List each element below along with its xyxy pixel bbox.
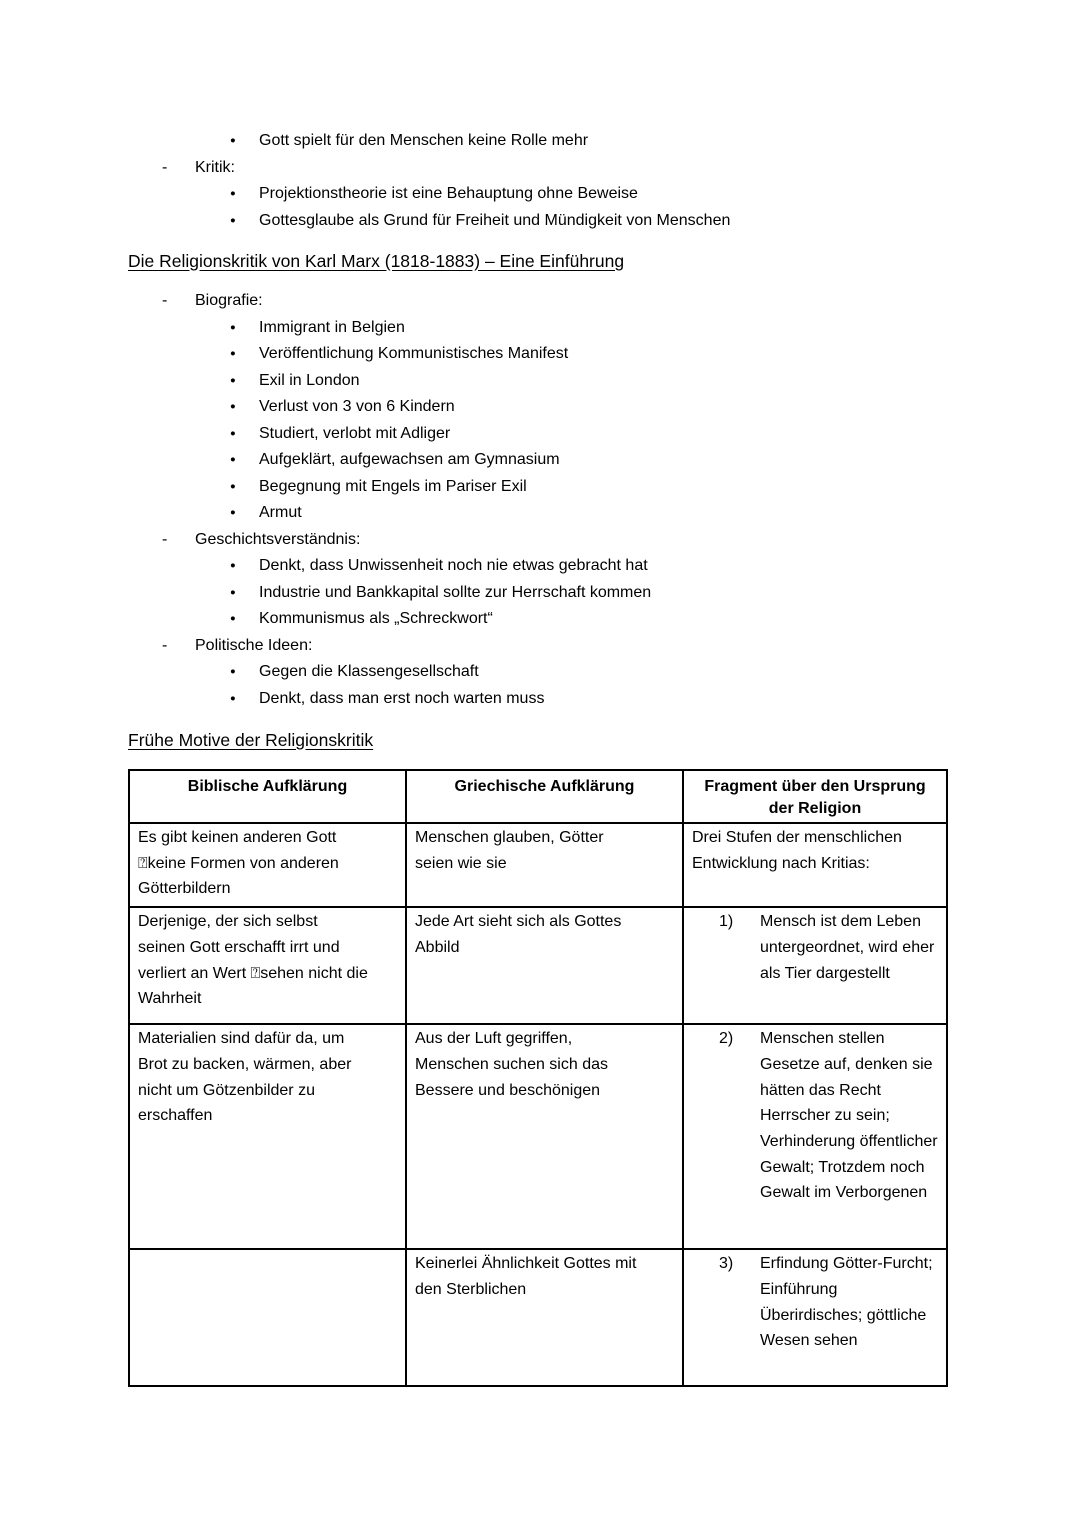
list-item-text: Denkt, dass Unwissenheit noch nie etwas gebracht hat bbox=[259, 557, 648, 574]
section-heading-motive: Frühe Motive der Religionskritik bbox=[128, 729, 374, 750]
intro-list bbox=[128, 128, 950, 234]
list-item bbox=[128, 181, 950, 208]
list-item bbox=[128, 633, 950, 660]
motives-table bbox=[128, 769, 948, 1387]
list-item bbox=[128, 208, 950, 235]
bullet-icon: ● bbox=[230, 613, 236, 624]
list-item bbox=[128, 128, 950, 155]
list-item-text: Politische Ideen: bbox=[195, 636, 313, 654]
bullet-icon: ● bbox=[230, 480, 236, 492]
table-cell: Es gibt keinen anderen Gott ⍰keine Formen von anderen Götterbildern bbox=[129, 823, 406, 907]
list-item-text: Kommunismus als „Schreckwort“ bbox=[259, 610, 493, 627]
list-item bbox=[128, 580, 950, 607]
numbered-item-text: Mensch ist dem Leben untergeordnet, wird eher als Tier dargestellt bbox=[760, 913, 935, 982]
list-item-text: Studiert, verlobt mit Adliger bbox=[259, 424, 451, 442]
list-item bbox=[128, 606, 950, 633]
list-item-text: Gottesglaube als Grund für Freiheit und Mündigkeit von Menschen bbox=[259, 211, 731, 229]
table-cell: Drei Stufen der menschlichen Entwicklung nach Kritias: bbox=[683, 823, 947, 907]
list-item bbox=[128, 288, 950, 315]
list-item-text: Begegnung mit Engels im Pariser Exil bbox=[259, 477, 527, 495]
numbered-item bbox=[692, 1251, 938, 1354]
dash-icon: - bbox=[162, 292, 168, 309]
list-item-text: Armut bbox=[259, 504, 302, 521]
table-header-row bbox=[129, 770, 947, 823]
list-item-text: Kritik: bbox=[195, 158, 235, 176]
bullet-icon: ● bbox=[230, 427, 236, 439]
list-number: 3) bbox=[719, 1255, 734, 1273]
bullet-icon: ● bbox=[230, 666, 236, 677]
table-cell bbox=[683, 907, 947, 1024]
dash-icon: - bbox=[162, 530, 168, 548]
list-item bbox=[128, 500, 950, 527]
numbered-item bbox=[692, 909, 938, 986]
list-item-text: Exil in London bbox=[259, 371, 360, 389]
bullet-icon: ● bbox=[230, 692, 236, 704]
list-item bbox=[128, 155, 950, 182]
table-cell bbox=[129, 1249, 406, 1386]
table-cell bbox=[683, 1249, 947, 1386]
dash-icon: - bbox=[162, 158, 168, 176]
list-item bbox=[128, 686, 950, 713]
list-item bbox=[128, 659, 950, 686]
bullet-icon: ● bbox=[230, 454, 236, 465]
list-item-text: Biografie: bbox=[195, 292, 263, 309]
list-item bbox=[128, 368, 950, 395]
table-cell: Derjenige, der sich selbst seinen Gott erschafft irrt und verliert an Wert ⍰sehen nicht die Wahrheit bbox=[129, 907, 406, 1024]
table-row bbox=[129, 907, 947, 1024]
bullet-icon: ● bbox=[230, 321, 236, 333]
dash-icon: - bbox=[162, 636, 168, 654]
list-item bbox=[128, 553, 950, 580]
table-row bbox=[129, 823, 947, 907]
list-item-text: Immigrant in Belgien bbox=[259, 318, 405, 336]
list-item-text: Projektionstheorie ist eine Behauptung ohne Beweise bbox=[259, 185, 638, 202]
table-cell: Aus der Luft gegriffen, Menschen suchen sich das Bessere und beschönigen bbox=[406, 1024, 683, 1249]
table-cell: Menschen glauben, Götter seien wie sie bbox=[406, 823, 683, 907]
numbered-item bbox=[692, 1026, 938, 1206]
list-item-text: Veröffentlichung Kommunistisches Manifest bbox=[259, 345, 569, 362]
list-item-text: Geschichtsverständnis: bbox=[195, 530, 361, 548]
list-item bbox=[128, 421, 950, 448]
numbered-item-text: Menschen stellen Gesetze auf, denken sie hätten das Recht Herrscher zu sein; Verhinderung öffentlicher Gewalt; Trotzdem noch Gewalt im Verborgenen bbox=[760, 1030, 938, 1202]
table-cell bbox=[683, 1024, 947, 1249]
bullet-icon: ● bbox=[230, 401, 236, 412]
list-item-text: Denkt, dass man erst noch warten muss bbox=[259, 689, 545, 707]
section-heading-marx: Die Religionskritik von Karl Marx (1818-1883) – Eine Einführung bbox=[128, 250, 625, 271]
table-cell: Keinerlei Ähnlichkeit Gottes mit den Sterblichen bbox=[406, 1249, 683, 1386]
list-item-text: Verlust von 3 von 6 Kindern bbox=[259, 398, 455, 415]
numbered-item-text: Erfindung Götter-Furcht; Einführung Überirdisches; göttliche Wesen sehen bbox=[760, 1255, 933, 1350]
list-item bbox=[128, 341, 950, 368]
list-item bbox=[128, 315, 950, 342]
table-header-cell: Fragment über den Ursprung der Religion bbox=[683, 770, 947, 823]
marx-list bbox=[128, 288, 950, 712]
bullet-icon: ● bbox=[230, 374, 236, 386]
bullet-icon: ● bbox=[230, 586, 236, 598]
bullet-icon: ● bbox=[230, 214, 236, 226]
table-header-cell: Griechische Aufklärung bbox=[406, 770, 683, 823]
bullet-icon: ● bbox=[230, 188, 236, 199]
bullet-icon: ● bbox=[230, 348, 236, 359]
list-item bbox=[128, 527, 950, 554]
list-item-text: Gegen die Klassengesellschaft bbox=[259, 663, 479, 680]
table-header-cell: Biblische Aufklärung bbox=[129, 770, 406, 823]
list-item bbox=[128, 394, 950, 421]
list-item bbox=[128, 447, 950, 474]
table-cell: Jede Art sieht sich als Gottes Abbild bbox=[406, 907, 683, 1024]
table-cell: Materialien sind dafür da, um Brot zu backen, wärmen, aber nicht um Götzenbilder zu erschaffen bbox=[129, 1024, 406, 1249]
bullet-icon: ● bbox=[230, 507, 236, 518]
table-row bbox=[129, 1249, 947, 1386]
list-item-text: Industrie und Bankkapital sollte zur Herrschaft kommen bbox=[259, 583, 652, 601]
list-number: 1) bbox=[719, 913, 734, 931]
list-item bbox=[128, 474, 950, 501]
list-number: 2) bbox=[719, 1030, 734, 1048]
table-row bbox=[129, 1024, 947, 1249]
list-item-text: Gott spielt für den Menschen keine Rolle mehr bbox=[259, 132, 589, 149]
list-item-text: Aufgeklärt, aufgewachsen am Gymnasium bbox=[259, 451, 560, 468]
bullet-icon: ● bbox=[230, 560, 236, 571]
bullet-icon: ● bbox=[230, 135, 236, 146]
